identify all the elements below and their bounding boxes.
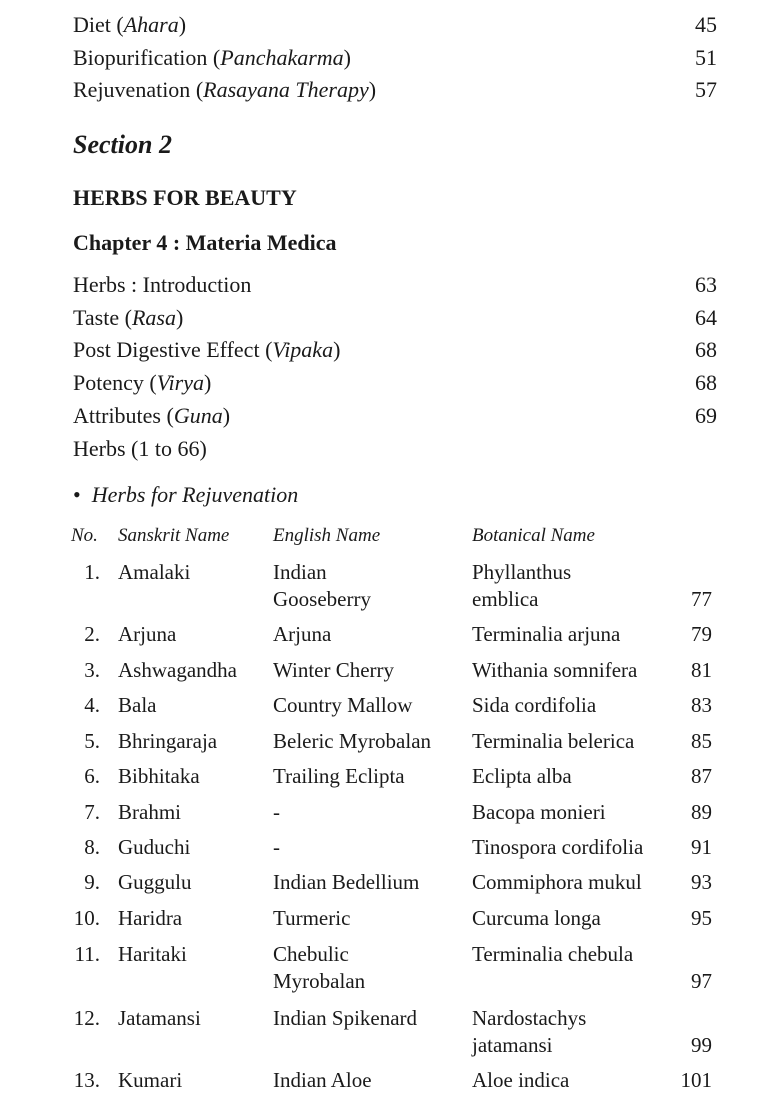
english-name: Trailing Eclipta	[273, 764, 405, 788]
section-heading: Section 2	[73, 130, 172, 159]
entry-title: Diet	[73, 12, 111, 37]
row-number: 3.	[84, 658, 100, 682]
page-number: 68	[695, 370, 717, 395]
bullet-heading-text: Herbs for Rejuvenation	[91, 482, 299, 507]
page-number: 64	[695, 305, 717, 330]
toc-entry-title: Potency (Virya)	[73, 370, 212, 395]
header-no: No.	[71, 525, 98, 546]
row-number: 1.	[84, 560, 100, 584]
toc-entry-title: Diet (Ahara)	[73, 12, 187, 37]
english-name: -	[273, 800, 280, 824]
entry-alt-name: Virya	[156, 370, 204, 395]
toc-entry-title	[73, 436, 207, 462]
row-number: 11.	[74, 942, 100, 966]
header-botanical: Botanical Name	[472, 525, 595, 546]
page-number: 93	[691, 870, 712, 894]
page-number: 85	[691, 729, 712, 753]
sanskrit-name: Ashwagandha	[118, 658, 237, 682]
sanskrit-name: Guduchi	[118, 835, 191, 859]
sanskrit-name: Kumari	[118, 1068, 183, 1092]
toc-entry-title	[73, 272, 251, 298]
row-number: 7.	[84, 800, 100, 824]
english-name: Myrobalan	[273, 969, 366, 993]
page-number: 89	[691, 800, 712, 824]
row-number: 8.	[84, 835, 100, 859]
page-number: 83	[691, 693, 712, 717]
botanical-name: emblica	[472, 587, 539, 611]
english-name: Country Mallow	[273, 693, 413, 717]
sanskrit-name: Brahmi	[118, 800, 181, 824]
botanical-name: Aloe indica	[472, 1068, 570, 1092]
page-number: 101	[680, 1068, 712, 1092]
toc-entry-title: Taste (Rasa)	[73, 305, 184, 330]
row-number: 6.	[84, 764, 100, 788]
botanical-name: Eclipta alba	[472, 764, 572, 788]
entry-title: Attributes	[73, 403, 161, 428]
entry-title: Potency	[73, 370, 144, 395]
botanical-name: Terminalia chebula	[472, 942, 634, 966]
botanical-name: Sida cordifolia	[472, 693, 597, 717]
page-number: 69	[695, 403, 717, 428]
sanskrit-name: Bala	[118, 693, 157, 717]
entry-alt-name: Ahara	[123, 12, 179, 37]
english-name: Winter Cherry	[273, 658, 395, 682]
page-number: 51	[695, 45, 717, 70]
page-number: 68	[695, 337, 717, 362]
row-number: 10.	[73, 906, 100, 930]
page-number: 79	[691, 622, 712, 646]
sanskrit-name: Haridra	[118, 906, 183, 930]
english-name: Indian Spikenard	[273, 1006, 418, 1030]
bullet-heading	[73, 482, 298, 508]
botanical-name: Curcuma longa	[472, 906, 601, 930]
bullet-icon: •	[73, 482, 92, 507]
entry-alt-name: Vipaka	[272, 337, 334, 362]
row-number: 5.	[84, 729, 100, 753]
botanical-name: Commiphora mukul	[472, 870, 642, 894]
sanskrit-name: Haritaki	[118, 942, 187, 966]
page-number: 45	[695, 12, 717, 37]
sanskrit-name: Arjuna	[118, 622, 177, 646]
toc-entry-title: Post Digestive Effect (Vipaka)	[73, 337, 341, 362]
sanskrit-name: Guggulu	[118, 870, 192, 894]
botanical-name: jatamansi	[472, 1033, 553, 1057]
row-number: 12.	[73, 1006, 100, 1030]
toc-entry-title: Biopurification (Panchakarma)	[73, 45, 351, 70]
entry-title: Herbs (1 to 66)	[73, 436, 207, 461]
entry-alt-name: Rasa	[131, 305, 176, 330]
sanskrit-name: Amalaki	[118, 560, 191, 584]
page-number: 57	[695, 77, 717, 102]
botanical-name: Withania somnifera	[472, 658, 638, 682]
header-sanskrit: Sanskrit Name	[118, 525, 230, 546]
english-name: -	[273, 835, 280, 859]
page-number: 97	[691, 969, 712, 993]
entry-title: Post Digestive Effect	[73, 337, 260, 362]
page-number: 63	[695, 272, 717, 297]
english-name: Arjuna	[273, 622, 332, 646]
botanical-name: Nardostachys	[472, 1006, 587, 1030]
botanical-name: Bacopa monieri	[472, 800, 606, 824]
sanskrit-name: Bibhitaka	[118, 764, 200, 788]
entry-alt-name: Panchakarma	[220, 45, 344, 70]
botanical-name: Terminalia arjuna	[472, 622, 621, 646]
entry-alt-name: Rasayana Therapy	[203, 77, 369, 102]
row-number: 4.	[84, 693, 100, 717]
english-name: Indian	[273, 560, 327, 584]
sanskrit-name: Jatamansi	[118, 1006, 201, 1030]
botanical-name: Terminalia belerica	[472, 729, 635, 753]
botanical-name: Tinospora cordifolia	[472, 835, 644, 859]
entry-title: Herbs : Introduction	[73, 272, 252, 297]
entry-title: Biopurification	[73, 45, 208, 70]
part-title: HERBS FOR BEAUTY	[73, 185, 297, 210]
page-number: 87	[691, 764, 712, 788]
toc-entry-title: Attributes (Guna)	[73, 403, 231, 428]
row-number: 2.	[84, 622, 100, 646]
english-name: Chebulic	[273, 942, 349, 966]
row-number: 13.	[73, 1068, 100, 1092]
row-number: 9.	[84, 870, 100, 894]
header-english: English Name	[273, 525, 381, 546]
page-number: 81	[691, 658, 712, 682]
english-name: Gooseberry	[273, 587, 371, 611]
botanical-name: Phyllanthus	[472, 560, 572, 584]
entry-title: Taste	[73, 305, 120, 330]
page-number: 95	[691, 906, 712, 930]
page-number: 99	[691, 1033, 712, 1057]
page-number: 91	[691, 835, 712, 859]
page-number: 77	[691, 587, 712, 611]
entry-title: Rejuvenation	[73, 77, 191, 102]
english-name: Indian Aloe	[273, 1068, 372, 1092]
english-name: Turmeric	[273, 906, 351, 930]
english-name: Beleric Myrobalan	[273, 729, 432, 753]
entry-alt-name: Guna	[173, 403, 223, 428]
toc-entry-title: Rejuvenation (Rasayana Therapy)	[73, 77, 377, 102]
chapter-title: Chapter 4 : Materia Medica	[73, 230, 337, 255]
english-name: Indian Bedellium	[273, 870, 420, 894]
sanskrit-name: Bhringaraja	[118, 729, 218, 753]
